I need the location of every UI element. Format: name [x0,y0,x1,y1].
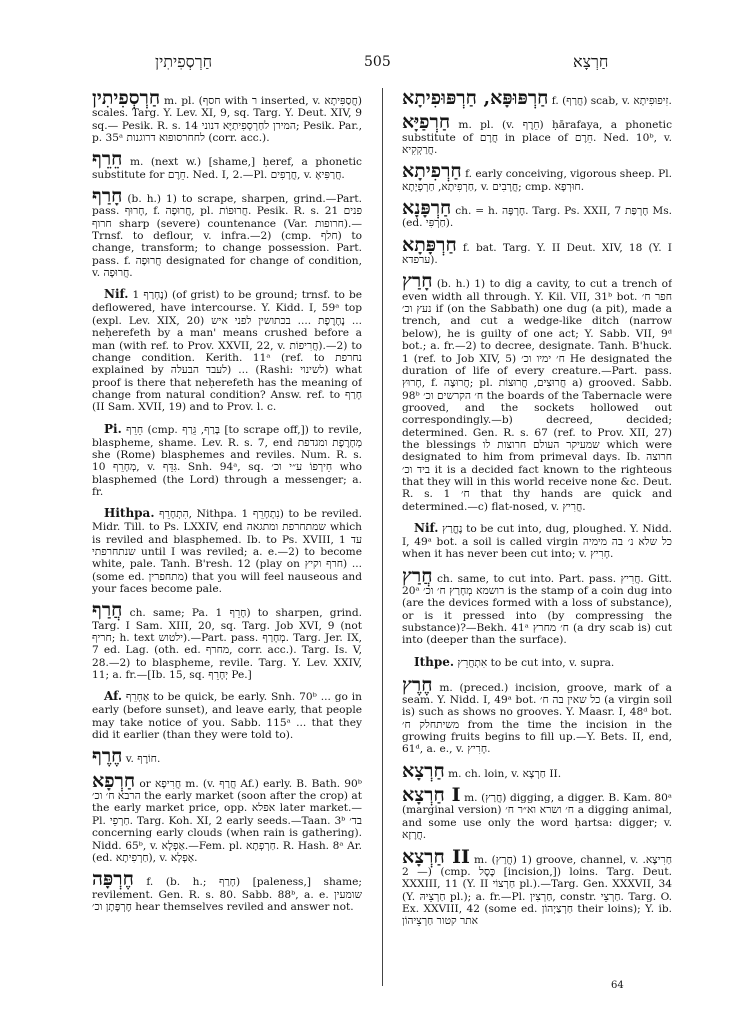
entry-text: (b. h.) 1) to dig a cavity, to cut a trench of even width all through. Y. Kil. VII, 31ᵇ bot. חפר ח׳ נעץ וכ׳ if (on the Sabbath) one dug (a pit), made a trench, and cut a wedge-like ditch (narrow below), he is guilty of one act; Y. Sabb. VII, 9ᵈ bot.; a. fr.—2) to decree, designate. Tanh. B'huck. 1 (ref. to Job XIV, 5) ח׳ ימיו וכ׳ He designated the duration of life of every creature.—Part. pass. חָרוּץ, f. חֲרוּצָה; pl. חֲרוּצִים, חֲרוּצוֹת a) grooved. Sabb. 98ᵇ ח׳ הקרשים וכ׳ the boards of the Tabernacle were grooved, and the sockets hollowed out correspondingly.—b) decreed, decided; determined. Gen. R. s. 67 (ref. to Prov. XII, 27) the blessings שמעיקר העולם חרוצות לו which were designated to him from primeval days. Ib. חרוצה ביד וכ׳ it is a decided fact known to the righteous that they will in this world receive none &c. Deut. R. s. 1 ח׳ that thy hands are quick and determined.—c) flat-nosed, v. חֲרִיץ. [402,278,672,513]
right-column [402,90,672,970]
entry-text: הִתְחָרֵף, Nithpa. נִתְחָרֵף 1) to be reviled. Midr. Till. to Ps. LXXIV, end שמתחרפת ומתגאה which is reviled and blasphemed. Ib. to Ps. XVIII, 1 עד שנתחרפתי until I was reviled; a. e.—2) to become white, pale. Tanh. B'resh. 12 (play on חרף וקיץ) ... (some ed. מתחפרין) that you will feel nauseous and your faces become pale. [92,508,362,595]
entry-text: ch. = h. חֶרְפָּה. Targ. Ps. XXII, 7 חֶרְפַּת Ms. (ed. חַרְפִּי). [402,205,672,230]
entry-text: m. (חֲרַץ) 1) groove, channel, v. חַרִיצָא.— 2) (cmp. כֶּסֶל [incision,]) loins. Targ. Deut. XXXIII, 11 (Y. II חַרְצוֹי pl.).—Targ. Gen. XXXVII, 34 (Y. חַרְצֵיהּ pl.); a. fr.—Pl. חַרְצִין, constr. חַרְצֵי. Targ. O. Ex. XXVIII, 42 (some ed. חַרְצַיְהוֹן their loins); Y. ib. אתר קטור חַרְצֵיהוֹן [402,853,672,928]
signature-mark: 64 [611,980,624,991]
dictionary-entry [402,197,672,230]
dictionary-entry [402,160,672,193]
dictionary-entry [402,270,672,513]
entry-headword: חַרְפִיתָא [402,160,462,183]
entry-text: f. bat. Targ. Y. II Deut. XIV, 18 (Y. I ערפדא). [402,241,672,267]
dictionary-entry [92,421,362,499]
entry-headword: חַרְצָא II [402,845,470,868]
dictionary-entry [402,90,672,107]
entry-text: m. (חֲרַץ) digging, a digger. B. Kam. 80ᵃ (marginal version) ח׳ ושרא וא״ר ח׳ a digging animal, and some use only the word ḥartsa: digger; v. חֲרָזָא. [402,792,672,842]
entry-text: (b. h.) 1) to scrape, sharpen, grind.—Part. pass. חָרוּף, f. חֲרוּפָה, pl. חֲרוּפוֹת. Pesik. R. s. 21 פנים חרוף sharp (severe) countenance (Var. חרופות).—Trnsf. to deflour, v. infra.—2) (cmp. חלף) to change, transform; to change possession. Part. pass. f. חֲרוּפָה designated for change of condition, v. חֲרוּפָה. [92,193,362,280]
dictionary-entry [92,148,362,181]
dictionary-entry [402,520,672,561]
entry-headword: חַרְסְפִיתִין [92,90,161,109]
entry-headword: Nif. [414,520,439,535]
dictionary-entry [402,111,672,157]
page-number: 505 [364,54,391,70]
entry-headword: חָרַץ [402,270,433,293]
entry-headword: חַרְפַיָּא [402,111,451,134]
entry-text: m. (preced.) incision, groove, mark of a seam. Y. Nidd. I, 49ᵃ bot. כל שאין בה ח׳ (a virgin soil is) such as shows no grooves. Y. Maasr. I, 48ᵈ bot. משיתחלק ח׳ from the time the incision in the growing fruits begins to fill up.—Y. Bets. II, end, 61ᵈ, a. e., v. חָרִיץ. [402,681,672,756]
entry-text: m. (next w.) [shame,] ḥeref, a phonetic substitute for חֵרֶם. Ned. I, 2.—Pl. חֲרָפִים, v. חֲרַפִּיאָ. [92,156,362,181]
dictionary-entry [402,673,672,756]
dictionary-entry [402,233,672,267]
entry-text: ch. same, to cut into. Part. pass. חֲרִיץ. Gitt. 20ᵃ רושמא מְחָרַץ ח׳ וכ׳ is the stamp of a coin dug into (are the devices formed with a loss of substance), or is it pressed into (by compressing the substance)?—Bekh. 41ᵃ ח׳ מחרץ (a dry scab is) cut into (deeper than the surface). [402,572,672,647]
dictionary-entry [92,505,362,595]
entry-headword: חַרְצָא [402,759,445,782]
entry-headword: Af. [104,689,123,704]
entry-text: m. ch. loin, v. חַרְצָא II. [448,767,562,780]
dictionary-entry [92,745,362,768]
entry-text: נֶחֱרַץ to be cut into, dug, ploughed. Y. Nidd. I, 49ᵃ bot. a soil is called virgin כל שלא נ׳ בה מימיה when it has never been cut into; v. חָרִיץ. [402,522,672,561]
entry-text: f. (b. h.; חָרַף) [paleness,] shame; revilement. Gen. R. s. 80. Sabb. 88ᵇ, a. e. שומעין חֶרְפָּתָן וכ׳ hear themselves reviled and answer not. [92,876,362,913]
entry-headword: Hithpa. [104,506,155,521]
entry-headword: Pi. [104,421,122,436]
entry-headword: Ithpe. [414,654,455,669]
entry-text: נֶחְרַף 1) (of grist) to be ground; trnsf. to be deflowered, have intercourse. Y. Kidd. I, 59ᵃ top (expl. Lev. XIX, 20) נֶחֶרֶפֶת .... בכתושין לפני איש ... neḥerefeth by a man' means crushed before a man (with ref. to Prov. XXVII, 22, v. חֲרִיפוֹת).—2) to change condition. Kerith. 11ᵃ (ref. to נחרפת explained by לעבד הבעלה) ... (Rashi: לשינוי) what proof is there that neḥerefeth has the meaning of change from natural condition? Answ. ref. to חָרַף (II Sam. XVII, 19) and to Prov. l. c. [92,289,362,414]
entry-headword: חַרְפָּתָא [402,233,457,256]
dictionary-entry [92,868,362,913]
dictionary-entry [402,784,672,842]
entry-headword: חָרַף [92,185,123,208]
entry-text: v. חוֹרֶף. [125,753,161,766]
entry-headword: חֶרֶץ [402,673,433,696]
entry-headword: חַרְפָּנָא [402,197,452,220]
running-head-left: חַרְסְפִיתִין [155,52,213,71]
dictionary-entry [92,688,362,741]
entry-text: m. pl. (חסף with ר inserted, v. חֲסַפִּיתָא) scales. Targ. Y. Lev. XI, 9, sq. Targ. Y. Deut. XIV, 9 sq.— Pesik. R. s. 14 המירן לחַרְסְפִיתַיָּא דנוני; Pesik. Par., p. 35ᵃ לחחרסופוא דרוגנות (corr. acc.). [92,95,362,145]
dictionary-entry [92,599,362,682]
left-column [92,90,362,980]
entry-text: אִתְחֲרֵץ to be cut into, v. supra. [457,656,615,669]
running-head-right: חַרְצָא [573,52,609,71]
entry-text: חֵרֵף (cmp. בָּרַף, גֵּרַף [to scrape off,]) to revile, blaspheme, shame. Lev. R. s. 7, end מְחָרֶפֶת ומגדפת she (Rome) blasphemes and reviles. Num. R. s. 10 מְחָרֵף, v. גִּדֵּף. Snh. 94ᵃ, sq. חֵירְפוֹ ע״י וכ׳ who blasphemed (the Lord) through a messenger; a. fr. [92,423,362,498]
entry-headword: חֶרְפָּה [92,868,134,891]
entry-text: or חֲרִיפָא m. (v. חֲרַף Af.) early. B. Bath. 90ᵇ הרבא ח׳ וכ׳ the early market (soon after the crop) at the early market price, opp. אפלא later market.— Pl. חַרְפֵי. Targ. Koh. XI, 2 early seeds.—Taan. 3ᵇ בד׳ concerning early clouds (when rain is gathering). Nidd. 65ᵇ, v. אַפְלָא.—Fem. pl. חַרְפְתָא. R. Hash. 8ᵃ Ar. (ed. חַרְפִיתָא), v. אַפְלָא. [92,777,362,864]
entry-headword: חֵרֵף [92,148,123,171]
dictionary-entry [402,759,672,782]
entry-text: אַחְרֵף to be quick, be early. Snh. 70ᵇ ... go in early (before sunset), and leave early, that people may take notice of you. Sabb. 115ᵃ ... that they did it earlier (than they were told to). [92,691,362,742]
dictionary-entry [402,654,672,670]
entry-headword: חַרְצָא I [402,784,461,807]
entry-headword: חַרְפָא [92,769,136,792]
dictionary-entry [92,769,362,864]
column-divider [382,88,383,986]
entry-headword: חַרְפּוּפָּא, חַרְפּוּפִיתָא [402,90,549,109]
dictionary-entry [402,564,672,647]
dictionary-entry [402,845,672,928]
entry-text: m. pl. (v. חֵרֶף) ḥārafaya, a phonetic substitute of חֲרָם in place of חֵרֶם. Ned. 10ᵇ, v. חֲרַקְקִיא. [402,119,672,157]
dictionary-entry [92,90,362,144]
entry-text: f. (חֲרַף) scab, v. זִיפוּפִיתָא. [551,95,672,107]
dictionary-entry [92,185,362,280]
entry-text: ch. same; Pa. חָרֵף 1) to sharpen, grind. Targ. I Sam. XIII, 20, sq. Targ. Job XVI, 9 (not חריף; h. text ילטוש).—Part. pass. מְחָרַף. Targ. Jer. IX, 7 ed. Lag. (oth. ed. מחרף, corr. acc.). Targ. Is. V, 28.—2) to blaspheme, revile. Targ. Y. Lev. XXIV, 11; a. fr.—[Ib. 15, sq. יְחָרֵף Pe.] [92,607,362,682]
entry-headword: חֶרֶף [92,745,123,768]
entry-headword: Nif. [104,287,129,302]
entry-headword: חֲרַף [92,599,123,622]
entry-headword: חֲרַץ [402,564,433,587]
entry-text: f. early conceiving, vigorous sheep. Pl. חַרְפִיתָא, חַרְפְיָתָא, v. חֲרָבִים; cmp. חוּרְפָא. [402,168,672,193]
dictionary-entry [92,286,362,413]
